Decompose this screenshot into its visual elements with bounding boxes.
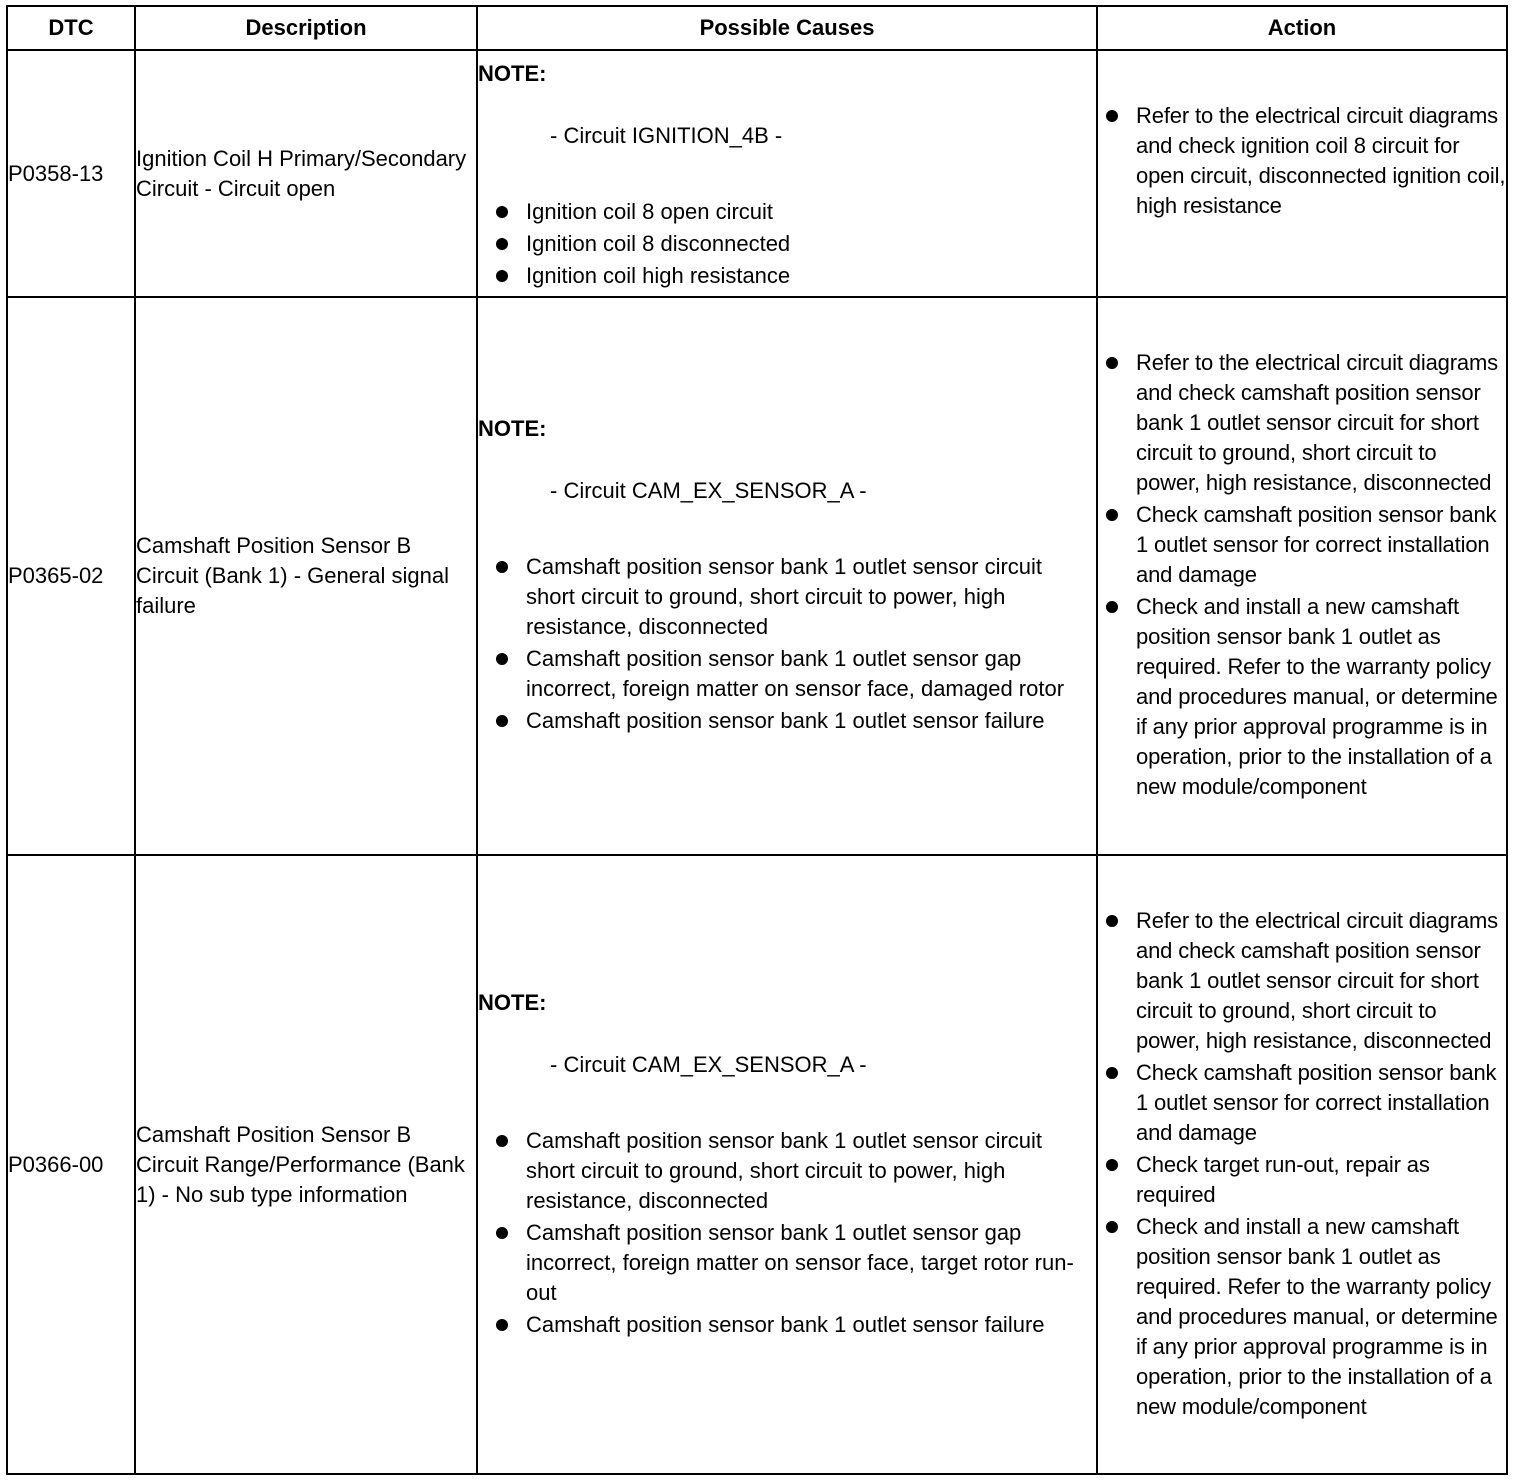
header-row [7,6,1507,50]
table-row [7,50,1507,297]
circuit-note: - Circuit CAM_EX_SENSOR_A - [550,478,867,503]
list-item [478,552,1096,642]
cause-text: Camshaft position sensor bank 1 outlet sensor circuit short circuit to ground, short circuit to power, high resistance, disconnected [526,554,1043,639]
bullet-icon [1106,110,1118,122]
action-text: Refer to the electrical circuit diagrams and check camshaft position sensor bank 1 outlet sensor circuit for short circuit to ground, short circuit to power, high resistance, disconnected [1136,907,1499,1053]
cause-text: Camshaft position sensor bank 1 outlet sensor circuit short circuit to ground, short circuit to power, high resistance, disconnected [526,1127,1043,1213]
bullet-icon [496,206,508,218]
bullet-icon [496,715,508,727]
action-text: Refer to the electrical circuit diagrams and check camshaft position sensor bank 1 outlet sensor circuit for short circuit to ground, short circuit to power, high resistance, disconnected [1136,350,1499,495]
actions [1097,297,1507,855]
action-text: Check camshaft position sensor bank 1 outlet sensor for correct installation and damage [1136,1059,1497,1145]
action-text: Check and install a new camshaft position sensor bank 1 outlet as required. Refer to the warranty policy and procedures manual, or determine if any prior approval programme is in operation, prior to the installation of a new module/component [1136,1213,1498,1419]
cause-text: Ignition coil 8 open circuit [526,199,774,224]
header-action: Action [1097,6,1507,50]
possible-causes [477,297,1097,855]
list-item [478,706,1096,736]
list-item [1098,101,1506,221]
causes-list [478,1126,1096,1340]
dtc-code: P0358-13 [7,50,135,297]
list-item [1098,500,1506,590]
possible-causes [477,50,1097,297]
note-label: NOTE: [478,416,547,441]
circuit-note: - Circuit CAM_EX_SENSOR_A - [550,1051,867,1077]
note-label: NOTE: [478,989,547,1015]
cause-text: Camshaft position sensor bank 1 outlet sensor failure [526,1311,1045,1337]
bullet-icon [496,653,508,665]
action-text: Check target run-out, repair as required [1136,1151,1430,1207]
cause-text: Ignition coil high resistance [526,263,791,288]
table-row [7,855,1507,1474]
actions [1097,855,1507,1474]
list-item [478,229,1096,259]
action-text: Check and install a new camshaft position sensor bank 1 outlet as required. Refer to the warranty policy and procedures manual, or determine if any prior approval programme is in operation, prior to the installation of a new module/component [1136,594,1498,799]
dtc-description: Ignition Coil H Primary/Secondary Circuit - Circuit open [135,50,477,297]
causes-list [478,197,1096,291]
bullet-icon [1106,915,1118,927]
actions-list [1098,348,1506,802]
list-item [1098,906,1506,1056]
bullet-icon [1106,1067,1118,1079]
cause-text: Camshaft position sensor bank 1 outlet sensor gap incorrect, foreign matter on sensor face, damaged rotor [526,646,1065,701]
circuit-note: - Circuit IGNITION_4B - [550,123,783,148]
dtc-code: P0366-00 [7,855,135,1474]
dtc-code: P0365-02 [7,297,135,855]
list-item [478,1310,1096,1340]
action-text: Refer to the electrical circuit diagrams and check ignition coil 8 circuit for open circuit, disconnected ignition coil, high resistance [1136,103,1506,218]
bullet-icon [1106,509,1118,521]
bullet-icon [496,561,508,573]
possible-causes [477,855,1097,1474]
list-item [478,1126,1096,1216]
list-item [478,197,1096,227]
bullet-icon [496,1135,508,1147]
table-row [7,297,1507,855]
cause-text: Ignition coil 8 disconnected [526,231,791,256]
actions-list [1098,101,1506,221]
bullet-icon [1106,1221,1118,1233]
list-item [478,1218,1096,1308]
cause-text: Camshaft position sensor bank 1 outlet sensor gap incorrect, foreign matter on sensor face, target rotor run-out [526,1219,1074,1305]
dtc-description: Camshaft Position Sensor B Circuit (Bank 1) - General signal failure [135,297,477,855]
cause-text: Camshaft position sensor bank 1 outlet sensor failure [526,708,1045,733]
bullet-icon [496,1227,508,1239]
header-description: Description [135,6,477,50]
dtc-table [6,5,1508,1475]
list-item [478,261,1096,291]
actions-list [1098,906,1506,1422]
bullet-icon [496,238,508,250]
note-label: NOTE: [478,61,547,86]
header-dtc: DTC [7,6,135,50]
action-text: Check camshaft position sensor bank 1 outlet sensor for correct installation and damage [1136,502,1497,587]
bullet-icon [496,270,508,282]
bullet-icon [496,1319,508,1331]
list-item [1098,592,1506,802]
list-item [1098,1150,1506,1210]
list-item [478,644,1096,704]
bullet-icon [1106,357,1118,369]
list-item [1098,1212,1506,1422]
list-item [1098,348,1506,498]
bullet-icon [1106,601,1118,613]
header-possible-causes: Possible Causes [477,6,1097,50]
actions [1097,50,1507,297]
dtc-description: Camshaft Position Sensor B Circuit Range/Performance (Bank 1) - No sub type information [135,855,477,1474]
causes-list [478,552,1096,736]
bullet-icon [1106,1159,1118,1171]
list-item [1098,1058,1506,1148]
